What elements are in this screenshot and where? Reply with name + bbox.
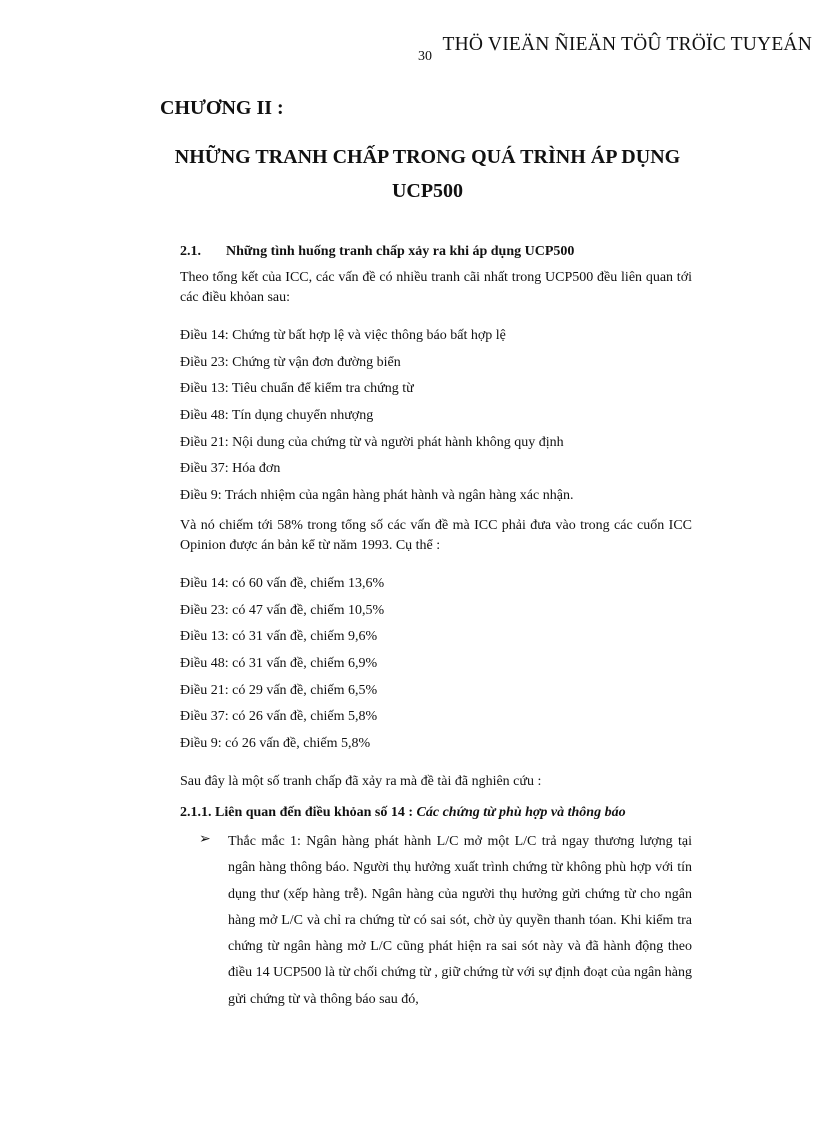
list-item: Điều 13: Tiêu chuẩn để kiểm tra chứng từ bbox=[180, 381, 414, 397]
page-number: 30 bbox=[418, 49, 432, 64]
chapter-title-line2: UCP500 bbox=[391, 180, 464, 202]
list-item: Điều 23: Chứng từ vận đơn đường biển bbox=[180, 354, 401, 370]
articles-list bbox=[180, 326, 692, 513]
bullet-arrow-icon: ➢ bbox=[199, 832, 211, 847]
list-item: Điều 13: có 31 vấn đề, chiếm 9,6% bbox=[180, 629, 378, 645]
list-item: Điều 14: có 60 vấn đề, chiếm 13,6% bbox=[180, 576, 385, 591]
list-item: Điều 9: có 26 vấn đề, chiếm 5,8% bbox=[180, 736, 371, 752]
question-paragraph: Thắc mắc 1: Ngân hàng phát hành L/C mở một L/C trả ngay thương lượng tại ngân hàng thông báo. Người thụ hưởng xuất trình chứng từ không phù hợp với tín dụng thư (xếp hàng trễ). Ngân hàng của người thụ hưởng gửi chứng từ cho ngân hàng mở L/C và chỉ ra chứng từ có sai sót, chờ ủy quyền thanh tóan. Khi kiểm tra chứng từ ngân hàng mở L/C cũng phát hiện ra sai sót này và đã hành động theo điều 14 UCP500 là từ chối chứng từ , giữ chứng từ với sự định đoạt của ngân hàng gửi chứng từ và thông báo sau đó, bbox=[228, 834, 692, 1007]
lead-in-text: Sau đây là một số tranh chấp đã xảy ra mà đề tài đã nghiên cứu : bbox=[180, 774, 542, 789]
list-item: Điều 9: Trách nhiệm của ngân hàng phát hành và ngân hàng xác nhận. bbox=[180, 488, 574, 504]
chapter-label: CHƯƠNG II : bbox=[160, 97, 284, 119]
list-item: Điều 37: Hóa đơn bbox=[180, 461, 281, 477]
subsection-heading-italic: Các chứng từ phù hợp và thông báo bbox=[416, 805, 626, 820]
chapter-title-line1: NHỮNG TRANH CHẤP TRONG QUÁ TRÌNH ÁP DỤNG bbox=[174, 146, 681, 168]
list-item: Điều 14: Chứng từ bất hợp lệ và việc thông báo bất hợp lệ bbox=[180, 328, 506, 343]
section-heading bbox=[180, 244, 574, 260]
header-watermark: THÖ VIEÄN ÑIEÄN TÖÛ TRÖÏC TUYEÁN bbox=[442, 34, 812, 55]
stats-list bbox=[180, 574, 692, 761]
subsection-heading bbox=[180, 805, 626, 821]
list-item: Điều 21: Nội dung của chứng từ và người phát hành không quy định bbox=[180, 434, 564, 450]
list-item: Điều 37: có 26 vấn đề, chiếm 5,8% bbox=[180, 709, 378, 725]
list-item: Điều 23: có 47 vấn đề, chiếm 10,5% bbox=[180, 602, 385, 618]
intro-paragraph: Theo tổng kết của ICC, các vấn đề có nhiều tranh cãi nhất trong UCP500 đều liên quan tới các điều khỏan sau: bbox=[180, 270, 692, 305]
section-title: Những tình huống tranh chấp xảy ra khi áp dụng UCP500 bbox=[226, 244, 575, 259]
list-item: Điều 48: Tín dụng chuyển nhượng bbox=[180, 408, 374, 424]
list-item: Điều 21: có 29 vấn đề, chiếm 6,5% bbox=[180, 682, 378, 698]
list-item: Điều 48: có 31 vấn đề, chiếm 6,9% bbox=[180, 656, 378, 672]
subsection-heading-bold: 2.1.1. Liên quan đến điều khỏan số 14 : bbox=[180, 805, 417, 820]
summary-paragraph: Và nó chiếm tới 58% trong tổng số các vấn đề mà ICC phải đưa vào trong các cuốn ICC Opinion được án bản kể từ năm 1993. Cụ thể : bbox=[180, 518, 692, 553]
section-number: 2.1. bbox=[180, 244, 201, 259]
